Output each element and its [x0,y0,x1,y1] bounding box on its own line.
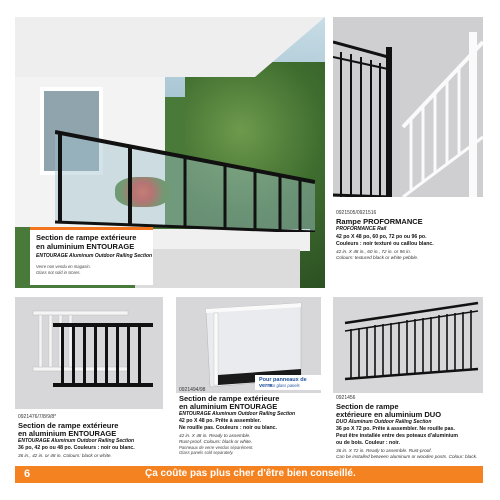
duo-spec3: ou de bois. Couleur : noir. [336,440,400,446]
entourage-glass-spec2: Ne rouille pas. Couleurs : noir ou blanc. [179,425,278,431]
proformance-subtitle: PROFORMANCE Rail [336,226,387,232]
duo-title2: extérieure en aluminium DUO [336,410,442,419]
footer-bar [15,466,483,483]
hero-note-fr: Verre non vendu en magasin. [36,264,91,269]
proformance-code: 0921505/0921516 [336,210,377,216]
entourage-glass-en2: Rust-proof. Colours: black or white. [179,439,253,444]
entourage-small-en: 36 in., 42 in. or 48 in. Colours: black or white. [18,453,112,458]
glass-panel-tag [255,375,321,390]
duo-subtitle: DUO Aluminum Outdoor Railing Section [336,419,432,425]
footer-tagline: Ça coûte pas plus cher d'être bien conseillé. [145,468,356,479]
entourage-glass-title2: en aluminium ENTOURAGE [179,402,278,411]
duo-spec2: Peut être installée entre des poteaux d'aluminium [336,433,459,439]
entourage-small-title2: en aluminium ENTOURAGE [18,429,117,438]
hero-photo [15,17,325,288]
hero-note-en: Glass not sold in stores. [36,270,81,275]
proformance-en1: 42 in. X 48 in., 60 in., 72 in. or 96 in. [336,249,412,254]
entourage-small-code: 0921476/7/8/9/8* [18,414,57,420]
hero-title-line1: Section de rampe extérieure [36,233,137,242]
entourage-glass-note-en: Glass panels sold separately. [179,450,234,455]
hero-title-line2: en aluminium ENTOURAGE [36,242,135,251]
duo-title1: Section de rampe [336,402,399,411]
entourage-glass-en1: 42 in. X 48 in. Ready to assemble. [179,433,251,438]
entourage-small-spec: 36 po, 42 po ou 48 po. Couleurs : noir ou blanc. [18,445,135,451]
caption-accent-bar [30,227,153,230]
entourage-glass-note-fr: Panneaux de verre vendus séparément. [179,445,254,450]
proformance-railing-image [333,17,483,197]
entourage-glass-spec1: 42 po X 48 po. Prête à assembler. [179,418,261,424]
roof [15,17,325,77]
duo-spec1: 36 po X 72 po. Prête à assembler. Ne rouille pas. [336,426,455,432]
duo-en1: 36 in. X 72 in. Ready to assemble. Rust-proof. [336,448,432,453]
deck-fascia [135,249,300,288]
entourage-small-subtitle: ENTOURAGE Aluminum Outdoor Railing Section [18,438,135,444]
proformance-spec1: 42 po X 48 po, 60 po, 72 po ou 96 po. [336,234,427,240]
hero-subtitle: ENTOURAGE Aluminum Outdoor Railing Section [36,253,153,259]
entourage-glass-subtitle: ENTOURAGE Aluminum Outdoor Railing Section [179,411,296,417]
duo-photo [333,297,483,393]
glass-tag-fr: Pour panneaux de verre [259,377,307,390]
duo-railing-image [333,297,483,393]
duo-code: 0921456 [336,395,356,401]
glass-tag-en: For glass panels [269,383,300,388]
proformance-spec2: Couleurs : noir texturé ou caillou blanc. [336,241,434,247]
proformance-title: Rampe PROFORMANCE [336,217,423,226]
proformance-photo [333,17,483,197]
hero-caption [30,227,153,285]
page-number: 6 [24,468,31,480]
entourage-small-photo [15,297,163,409]
entourage-baluster-image [15,297,163,409]
duo-en2: Can be installed between aluminum or wooden posts. Colour: black. [336,454,478,459]
glass-railing-image [55,122,315,232]
entourage-glass-title1: Section de rampe extérieure [179,394,280,403]
deck-edge [135,229,310,251]
proformance-en2: Colours: textured black or white pebble. [336,255,419,260]
entourage-glass-code: 0921494/98 [179,387,206,393]
entourage-small-title1: Section de rampe extérieure [18,421,119,430]
